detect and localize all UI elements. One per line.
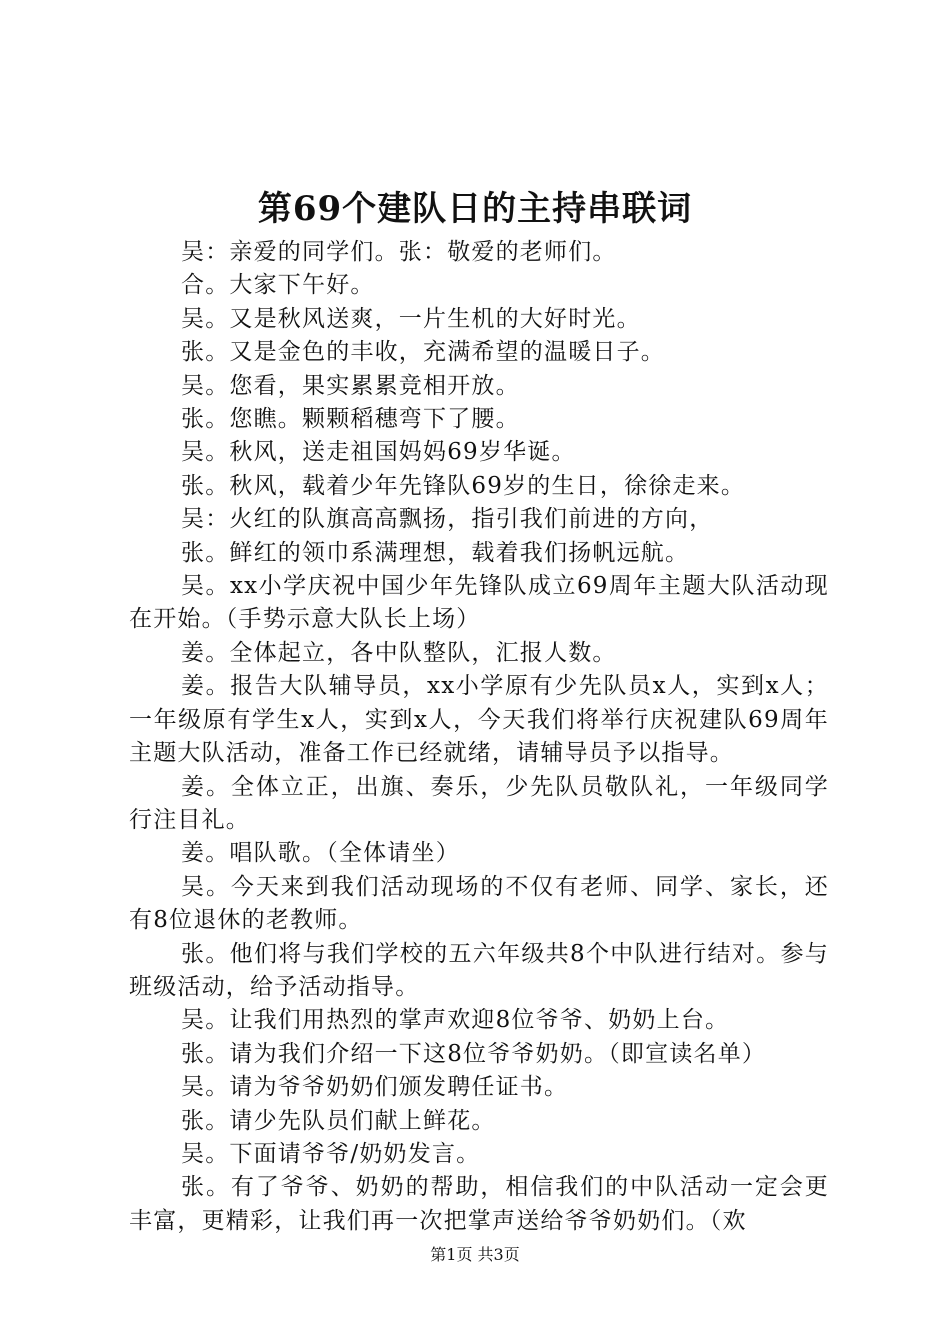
paragraph: 吴。又是秋风送爽，一片生机的大好时光。 xyxy=(181,305,641,332)
paragraph: 张。又是金色的丰收，充满希望的温暖日子。 xyxy=(181,339,665,366)
paragraph: 姜。报告大队辅导员，xx小学原有少先队员x人，实到x人；一年级原有学生x人，实到x人，今天我们将举行庆祝建队69周年主题大队活动，准备工作已经就绪，请辅导员予以指导。 xyxy=(129,673,829,767)
paragraph: 吴：火红的队旗高高飘扬，指引我们前进的方向， xyxy=(181,506,714,533)
paragraph: 吴。秋风，送走祖国妈妈69岁华诞。 xyxy=(181,439,576,466)
paragraph: 吴。下面请爷爷/奶奶发言。 xyxy=(181,1140,481,1167)
paragraph: 张。您瞧。颗颗稻穗弯下了腰。 xyxy=(181,406,520,433)
paragraph: 姜。全体起立，各中队整队，汇报人数。 xyxy=(181,639,617,666)
paragraph: 吴。今天来到我们活动现场的不仅有老师、同学、家长，还有8位退休的老教师。 xyxy=(129,873,829,934)
paragraph: 姜。唱队歌。（全体请坐） xyxy=(181,840,460,867)
paragraph: 张。鲜红的领巾系满理想，载着我们扬帆远航。 xyxy=(181,539,690,566)
paragraph: 张。请为我们介绍一下这8位爷爷奶奶。（即宣读名单） xyxy=(181,1040,767,1067)
document-title: 第69个建队日的主持串联词 xyxy=(257,189,693,229)
paragraph: 张。秋风，载着少年先锋队69岁的生日，徐徐走来。 xyxy=(181,472,746,499)
paragraph: 吴。让我们用热烈的掌声欢迎8位爷爷、奶奶上台。 xyxy=(181,1007,730,1034)
paragraph: 合。大家下午好。 xyxy=(181,272,375,299)
paragraph: 张。他们将与我们学校的五六年级共8个中队进行结对。参与班级活动，给予活动指导。 xyxy=(129,940,829,1000)
paragraph: 张。请少先队员们献上鲜花。 xyxy=(181,1107,496,1134)
paragraph: 吴。请为爷爷奶奶们颁发聘任证书。 xyxy=(181,1074,569,1101)
paragraph: 吴：亲爱的同学们。张：敬爱的老师们。 xyxy=(181,239,617,265)
paragraph: 姜。全体立正，出旗、奏乐，少先队员敬队礼，一年级同学行注目礼。 xyxy=(129,773,829,833)
paragraph: 张。有了爷爷、奶奶的帮助，相信我们的中队活动一定会更丰富，更精彩，让我们再一次把掌声送给爷爷奶奶们。（欢 xyxy=(129,1174,829,1234)
document-body xyxy=(129,236,829,1238)
paragraph: 吴。xx小学庆祝中国少年先锋队成立69周年主题大队活动现在开始。（手势示意大队长上场） xyxy=(129,573,829,633)
page-number: 第1页 共3页 xyxy=(430,1245,520,1264)
paragraph: 吴。您看，果实累累竞相开放。 xyxy=(181,372,520,399)
